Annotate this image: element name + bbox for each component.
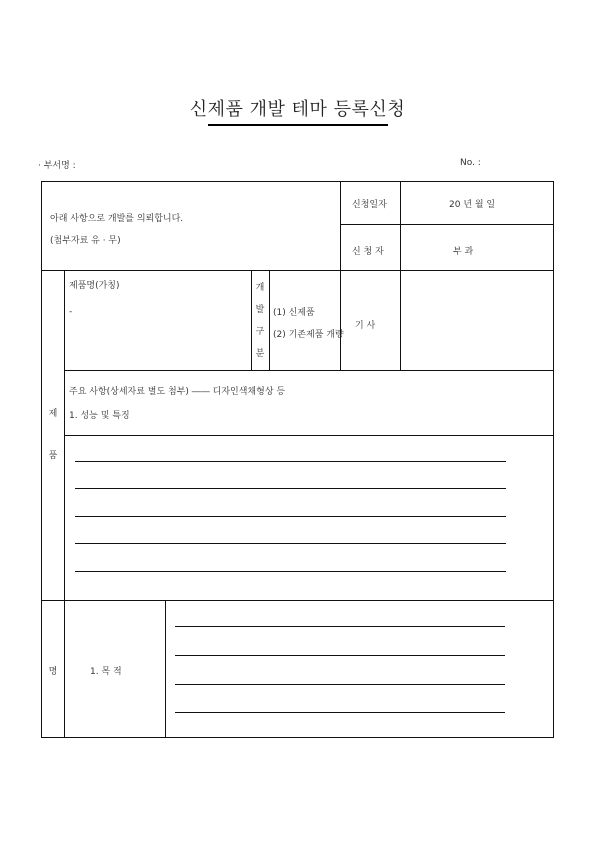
purpose-fill-line[interactable] — [175, 684, 505, 685]
title-underline — [208, 124, 388, 126]
features-fill-line[interactable] — [75, 461, 506, 462]
request-text: 아래 사항으로 개발를 의뢰합니다. — [50, 214, 184, 224]
product-name-label: 제품명(가칭) — [69, 281, 120, 291]
dept-field-label[interactable]: · 부서명 : — [38, 161, 76, 171]
dev-type-char-4: 분 — [255, 349, 265, 359]
dev-type-char-3: 구 — [255, 327, 265, 337]
features-label: 1. 성능 및 특징 — [69, 411, 130, 421]
applicant-value[interactable]: 부 과 — [453, 247, 474, 257]
purpose-label: 1. 목 적 — [90, 667, 122, 677]
applicant-label: 신 청 자 — [352, 247, 384, 257]
features-fill-line[interactable] — [75, 516, 506, 517]
col-divider-purpose — [165, 600, 166, 738]
row-divider-description — [64, 435, 554, 436]
row-divider-request — [41, 270, 554, 271]
dev-type-option-new[interactable]: (1) 신제품 — [273, 308, 315, 318]
row-divider-date — [340, 224, 554, 225]
dev-type-char-2: 발 — [255, 305, 265, 315]
doc-number-field-label[interactable]: No. : — [460, 158, 481, 168]
col-divider-label-value — [400, 181, 401, 370]
product-side-label-2: 품 — [48, 451, 58, 461]
col-divider-dev-type-left — [251, 270, 252, 370]
features-fill-line[interactable] — [75, 488, 506, 489]
features-fill-line[interactable] — [75, 543, 506, 544]
row-divider-product-name — [64, 370, 554, 371]
col-divider-side-label — [64, 270, 65, 738]
col-divider-dev-type-right — [269, 270, 270, 370]
note-label: 기 사 — [355, 321, 376, 331]
dev-type-option-improve[interactable]: (2) 기존제품 개량 — [273, 330, 344, 340]
description-label: 주요 사항(상세자료 별도 첨부) ―― 디자인색채형상 등 — [69, 387, 286, 397]
purpose-fill-line[interactable] — [175, 655, 505, 656]
product-name-value[interactable]: - — [69, 307, 73, 317]
document-title: 신제품 개발 테마 등록신청 — [189, 99, 406, 120]
purpose-side-label: 명 — [48, 667, 58, 677]
row-divider-product-section — [41, 600, 554, 601]
apply-date-label: 신청일자 — [352, 200, 387, 210]
purpose-fill-line[interactable] — [175, 712, 505, 713]
col-divider-request-right — [340, 181, 341, 370]
product-side-label-1: 제 — [48, 409, 58, 419]
dev-type-char-1: 개 — [255, 283, 265, 293]
attachment-text: (첨부자료 유 · 무) — [50, 236, 121, 246]
features-fill-line[interactable] — [75, 571, 506, 572]
purpose-fill-line[interactable] — [175, 626, 505, 627]
apply-date-value[interactable]: 20 년 월 일 — [449, 200, 496, 210]
